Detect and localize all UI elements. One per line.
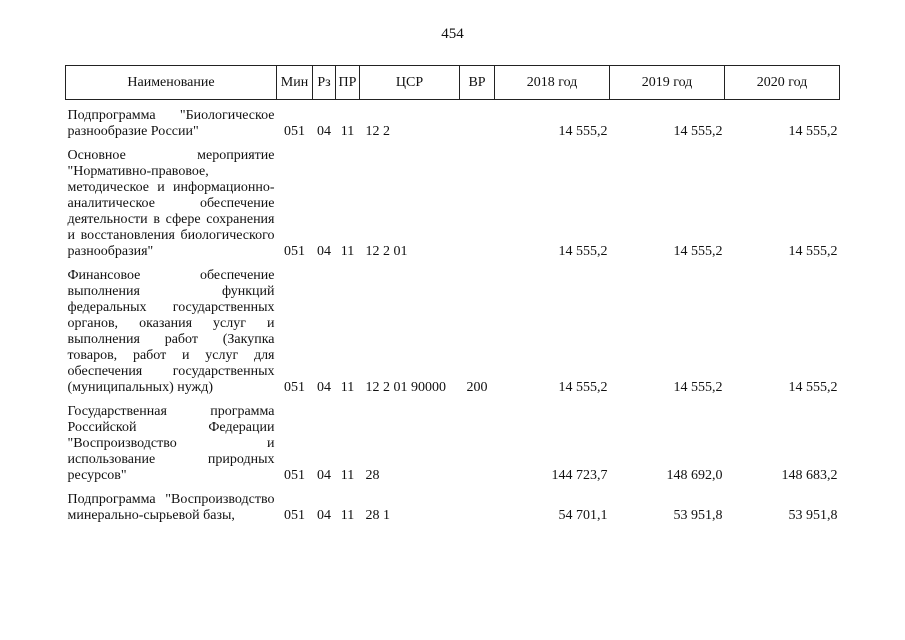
table-row [66, 148, 840, 260]
row-name: Государственная программа Российской Федерации "Воспроизводство и использование природных ресурсов" [67, 404, 275, 483]
row-rz: 04 [317, 244, 331, 259]
row-2020: 14 555,2 [788, 124, 838, 139]
row-2020: 53 951,8 [788, 508, 838, 523]
row-2018: 144 723,7 [551, 468, 608, 483]
table-row [66, 268, 840, 396]
header-pr: ПР [336, 66, 360, 100]
row-vr [460, 100, 495, 141]
header-2019: 2019 год [610, 66, 725, 100]
table-header [66, 66, 840, 100]
row-min: 051 [284, 468, 305, 483]
row-csr: 28 1 [365, 508, 390, 523]
row-rz: 04 [317, 124, 331, 139]
row-min: 051 [284, 380, 305, 395]
table-row [66, 492, 840, 524]
row-2020: 148 683,2 [781, 468, 838, 483]
row-csr: 12 2 01 90000 [365, 380, 446, 395]
row-rz: 04 [317, 468, 331, 483]
row-2019: 53 951,8 [673, 508, 723, 523]
row-2018: 14 555,2 [558, 380, 608, 395]
row-pr: 11 [340, 124, 355, 139]
row-csr: 12 2 [365, 124, 390, 139]
row-pr: 11 [340, 244, 355, 259]
header-min: Мин [277, 66, 313, 100]
row-2019: 148 692,0 [666, 468, 723, 483]
row-2018: 54 701,1 [558, 508, 608, 523]
row-2020: 14 555,2 [788, 244, 838, 259]
row-2020: 14 555,2 [788, 380, 838, 395]
row-pr: 11 [340, 380, 355, 395]
table-row [66, 100, 840, 141]
header-name: Наименование [66, 66, 277, 100]
row-vr: 200 [466, 380, 488, 395]
row-2019: 14 555,2 [673, 124, 723, 139]
row-name: Подпрограмма "Биологическое разнообразие России" [67, 108, 275, 139]
header-rz: Рз [313, 66, 336, 100]
row-name: Подпрограмма "Воспроизводство минерально-сырьевой базы, [67, 492, 275, 523]
row-csr: 28 [365, 468, 380, 483]
row-rz: 04 [317, 508, 331, 523]
row-vr [460, 148, 495, 260]
budget-table [65, 65, 840, 524]
row-vr [460, 404, 495, 484]
row-pr: 11 [340, 508, 355, 523]
table-row [66, 404, 840, 484]
row-2019: 14 555,2 [673, 244, 723, 259]
row-csr: 12 2 01 [365, 244, 408, 259]
header-2018: 2018 год [495, 66, 610, 100]
page-number: 454 [441, 26, 464, 42]
row-2018: 14 555,2 [558, 244, 608, 259]
header-csr: ЦСР [360, 66, 460, 100]
header-vr: ВР [460, 66, 495, 100]
row-name: Основное мероприятие "Нормативно-правовое, методическое и информационно-аналитическое обеспечение деятельности в сфере сохранения и восстановления биологического разнообразия" [67, 148, 275, 259]
table-body [66, 100, 840, 525]
row-min: 051 [284, 124, 305, 139]
row-vr [460, 492, 495, 524]
row-min: 051 [284, 508, 305, 523]
row-2019: 14 555,2 [673, 380, 723, 395]
row-min: 051 [284, 244, 305, 259]
header-2020: 2020 год [725, 66, 840, 100]
row-pr: 11 [340, 468, 355, 483]
row-2018: 14 555,2 [558, 124, 608, 139]
row-rz: 04 [317, 380, 331, 395]
row-name: Финансовое обеспечение выполнения функций федеральных государственных органов, оказания услуг и выполнения работ (Закупка товаров, работ и услуг для обеспечения государственных (муниципальных) нужд) [67, 268, 275, 395]
